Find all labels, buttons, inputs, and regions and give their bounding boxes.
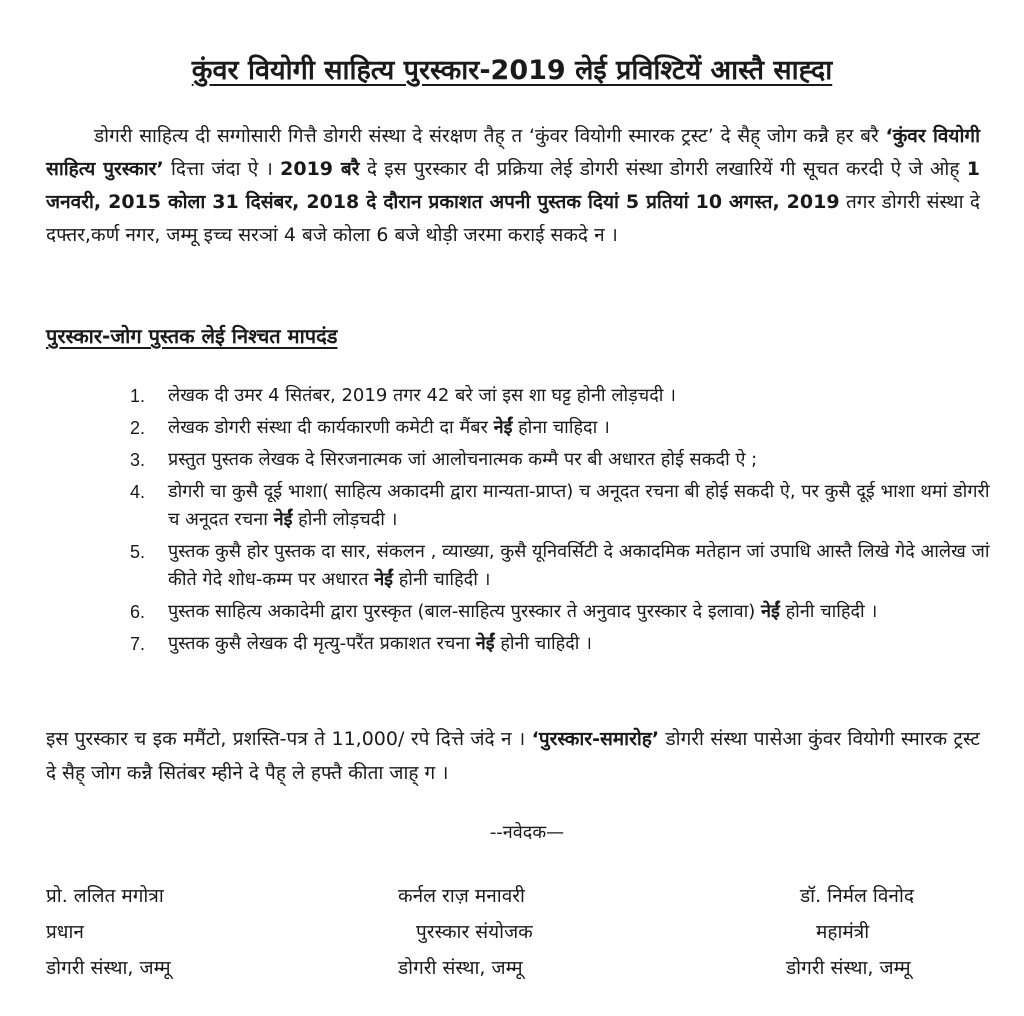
list-item bbox=[130, 414, 992, 442]
item-text-end: होनी चाहिदी । bbox=[393, 569, 491, 590]
signatory-name: कर्नल राज़ मनावरी bbox=[398, 885, 525, 907]
list-item bbox=[130, 446, 992, 474]
intro-text-4: तगर डोगरी संस्था दे दफ्तर,कर्ण नगर, जम्मू इच्च सरञां 4 बजे कोला 6 बजे थोड़ी जरमा कराई सकदे न । bbox=[46, 191, 980, 246]
signatory-org: डोगरी संस्था, जम्मू bbox=[398, 957, 523, 979]
item-emphasis: नेईं bbox=[273, 509, 293, 530]
signatory-org: डोगरी संस्था, जम्मू bbox=[46, 957, 171, 979]
intro-paragraph bbox=[46, 120, 980, 252]
intro-text-3: दे इस पुरस्कार दी प्रक्रिया लेई डोगरी संस्था डोगरी लखारियें गी सूचत करदी ऐ जे ओह् bbox=[359, 158, 967, 180]
intro-text-2: दित्ता जंदा ऐ । bbox=[163, 158, 281, 180]
closing-text-2: डोगरी संस्था पासेआ कुंवर वियोगी स्मारक ट्रस्ट दे सैह् जोग कन्नै सितंबर म्हीने दे पैह् ले हफ्तै कीता जाह् ग । bbox=[46, 728, 981, 784]
sender-label: --नवेदक— bbox=[489, 822, 565, 843]
ceremony-name: ‘पुरस्कार-समारोह’ bbox=[531, 728, 660, 750]
item-number: 3. bbox=[130, 450, 146, 470]
signatory-org: डोगरी संस्था, जम्मू bbox=[786, 957, 911, 979]
item-text-end: होनी चाहिदी । bbox=[494, 633, 592, 654]
list-item bbox=[130, 382, 992, 410]
closing-text-1: इस पुरस्कार च इक ममैंटो, प्रशस्ति-पत्र ते 11,000/ रपे दित्ते जंदे न । bbox=[46, 728, 532, 750]
item-emphasis: नेईं bbox=[761, 601, 780, 622]
item-text-end: होनी लोड़चदी । bbox=[292, 509, 398, 530]
item-text: डोगरी चा कुसै दूई भाशा( साहित्य अकादमी द्वारा मान्यता-प्राप्त) च अनूदत रचना बी होई सकदी ऐ, पर कुसै दूई भाशा थमां डोगरी च अनूदत रचना bbox=[168, 481, 990, 530]
item-emphasis: नेईं bbox=[475, 633, 495, 654]
list-item bbox=[130, 538, 992, 594]
item-number: 7. bbox=[130, 634, 146, 654]
criteria-heading: पुरस्कार-जोग पुस्तक लेई निश्चत मापदंड bbox=[46, 324, 338, 348]
item-text: पुस्तक साहित्य अकादेमी द्वारा पुरस्कृत (बाल-साहित्य पुरस्कार ते अनुवाद पुरस्कार दे इलावा) bbox=[168, 601, 762, 622]
item-text-end: होनी चाहिदी । bbox=[779, 601, 878, 622]
item-emphasis: नेईं bbox=[374, 569, 394, 590]
item-number: 1. bbox=[130, 386, 146, 406]
item-text: पुस्तक कुसै होर पुस्तक दा सार, संकलन , व्याख्या, कुसै यूनिवर्सिटी दे अकादमिक मतेहान जां उपाधि आस्तै लिखे गेदे आलेख जां कीते गेदे शोध-कम्म पर अधारत bbox=[168, 541, 990, 590]
list-item bbox=[130, 630, 992, 658]
item-number: 2. bbox=[130, 418, 146, 438]
signatory-name: डॉ. निर्मल विनोद bbox=[800, 885, 914, 907]
submission-period: 1 जनवरी, 2015 कोला 31 दिसंबर, 2018 दे दौरान प्रकाशत अपनी पुस्तक दियां 5 प्रतियां 10 अगस्त, 2019 bbox=[46, 158, 980, 213]
item-text: लेखक डोगरी संस्था दी कार्यकारणी कमेटी दा मैंबर bbox=[168, 417, 494, 438]
item-text: पुस्तक कुसै लेखक दी मृत्यु-परैंत प्रकाशत रचना bbox=[168, 633, 476, 654]
item-text: प्रस्तुत पुस्तक लेखक दे सिरजनात्मक जां आलोचनात्मक कम्मै पर बी अधारत होई सकदी ऐ ; bbox=[168, 449, 758, 470]
closing-paragraph bbox=[46, 722, 980, 790]
item-number: 6. bbox=[130, 602, 146, 622]
item-emphasis: नेईं bbox=[493, 417, 513, 438]
item-text: लेखक दी उमर 4 सितंबर, 2019 तगर 42 बरे जां इस शा घट्ट होनी लोड़चदी । bbox=[168, 385, 677, 406]
signatory-secretary bbox=[786, 878, 914, 986]
list-item bbox=[130, 478, 992, 534]
signatory-role: प्रधान bbox=[46, 921, 84, 943]
item-text-end: होना चाहिदा । bbox=[512, 417, 610, 438]
signatory-name: प्रो. ललित मगोत्रा bbox=[46, 885, 164, 907]
signatory-role: महामंत्री bbox=[816, 921, 870, 943]
item-number: 5. bbox=[130, 542, 146, 562]
signatory-role: पुरस्कार संयोजक bbox=[416, 921, 533, 943]
item-number: 4. bbox=[130, 482, 146, 502]
page-title: कुंवर वियोगी साहित्य पुरस्कार-2019 लेई प्रविश्टियें आस्तै साह्दा bbox=[191, 55, 833, 86]
criteria-list bbox=[130, 382, 992, 662]
award-year: 2019 बरै bbox=[280, 158, 360, 180]
intro-text-1: डोगरी साहित्य दी सग्गोसारी गित्तै डोगरी संस्था दे संरक्षण तैह् त ‘कुंवर वियोगी स्मारक ट्रस्ट’ दे सैह् जोग कन्नै हर बरै bbox=[94, 125, 886, 147]
list-item bbox=[130, 598, 992, 626]
signatory-convenor bbox=[398, 878, 533, 986]
signatory-president bbox=[46, 878, 171, 986]
award-name: ‘कुंवर वियोगी साहित्य पुरस्कार’ bbox=[46, 125, 980, 180]
